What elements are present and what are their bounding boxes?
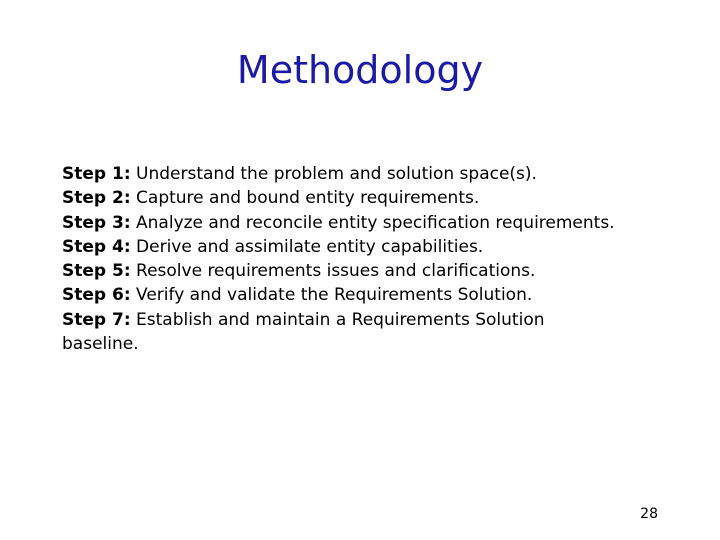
step-label: Step 3:: [62, 212, 131, 233]
step-label: Step 4:: [62, 236, 131, 257]
step-item: [62, 308, 622, 357]
step-text: Establish and maintain a Requirements Solution baseline.: [62, 309, 545, 355]
step-label: Step 6:: [62, 285, 131, 306]
step-text: Analyze and reconcile entity specification requirements.: [130, 212, 615, 233]
step-text: Resolve requirements issues and clarifications.: [130, 261, 536, 282]
step-text: Verify and validate the Requirements Solution.: [130, 285, 533, 306]
step-item: [62, 283, 622, 307]
step-label: Step 2:: [62, 188, 131, 209]
step-item: [62, 211, 622, 235]
step-item: [62, 186, 622, 210]
methodology-steps-list: [62, 162, 622, 356]
slide-title: Methodology: [236, 48, 484, 92]
step-label: Step 1:: [62, 164, 131, 184]
step-label: Step 7:: [62, 309, 131, 330]
step-label: Step 5:: [62, 261, 131, 282]
step-item: [62, 162, 622, 186]
step-text: Derive and assimilate entity capabilities.: [130, 236, 484, 257]
step-text: Understand the problem and solution space(s).: [130, 164, 537, 184]
step-text: Capture and bound entity requirements.: [130, 188, 480, 209]
step-item: [62, 235, 622, 259]
page-number: 28: [640, 506, 658, 522]
step-item: [62, 259, 622, 283]
